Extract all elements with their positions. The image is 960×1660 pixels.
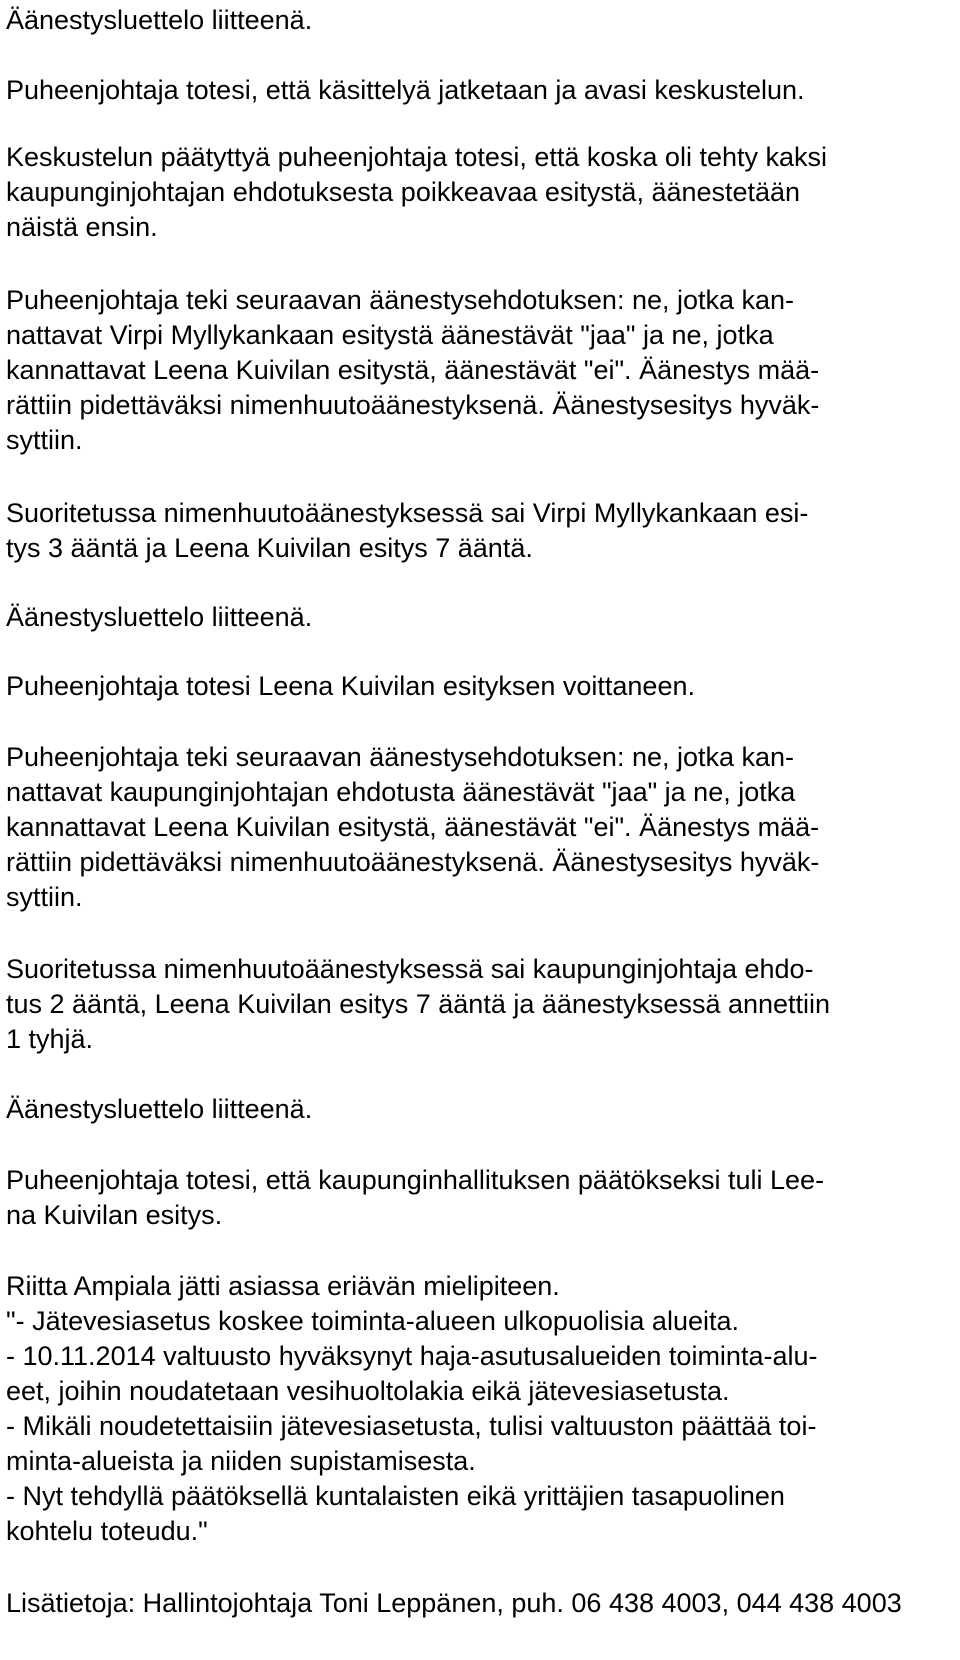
text-line: syttiin. <box>6 425 83 455</box>
text-line: Puheenjohtaja teki seuraavan äänestysehdotuksen: ne, jotka kan- <box>6 742 795 772</box>
text-line: na Kuivilan esitys. <box>6 1200 223 1230</box>
text-line: minta-alueista ja niiden supistamisesta. <box>6 1446 476 1476</box>
text-line: tus 2 ääntä, Leena Kuivilan esitys 7 ääntä ja äänestyksessä annettiin <box>6 989 831 1019</box>
text-line: Riitta Ampiala jätti asiassa eriävän mielipiteen. <box>6 1271 560 1301</box>
text-line: Äänestysluettelo liitteenä. <box>6 1094 313 1124</box>
text-line: nattavat kaupunginjohtajan ehdotusta äänestävät "jaa" ja ne, jotka <box>6 777 796 807</box>
text-line: Suoritetussa nimenhuutoäänestyksessä sai Virpi Myllykankaan esi- <box>6 498 809 528</box>
text-line: rättiin pidettäväksi nimenhuutoäänestyksenä. Äänestysesitys hyväk- <box>6 847 820 877</box>
text-line: Äänestysluettelo liitteenä. <box>6 5 313 35</box>
text-line: "- Jätevesiasetus koskee toiminta-alueen ulkopuolisia alueita. <box>6 1306 739 1336</box>
text-line: - Mikäli noudetettaisiin jätevesiasetusta, tulisi valtuuston päättää toi- <box>6 1411 817 1441</box>
text-line: Äänestysluettelo liitteenä. <box>6 602 313 632</box>
text-line: tys 3 ääntä ja Leena Kuivilan esitys 7 ääntä. <box>6 533 533 563</box>
text-line: Puheenjohtaja totesi, että kaupunginhallituksen päätökseksi tuli Lee- <box>6 1165 825 1195</box>
text-line: kohtelu toteudu." <box>6 1516 208 1546</box>
text-line: kannattavat Leena Kuivilan esitystä, äänestävät "ei". Äänestys mää- <box>6 355 820 385</box>
text-line: nattavat Virpi Myllykankaan esitystä äänestävät "jaa" ja ne, jotka <box>6 320 774 350</box>
text-line: kannattavat Leena Kuivilan esitystä, äänestävät "ei". Äänestys mää- <box>6 812 820 842</box>
text-line: - Nyt tehdyllä päätöksellä kuntalaisten eikä yrittäjien tasapuolinen <box>6 1481 785 1511</box>
contact-info-line: Lisätietoja: Hallintojohtaja Toni Leppänen, puh. 06 438 4003, 044 438 4003 <box>6 1588 902 1618</box>
text-line: Puheenjohtaja totesi, että käsittelyä jatketaan ja avasi keskustelun. <box>6 75 805 105</box>
text-line: - 10.11.2014 valtuusto hyväksynyt haja-asutusalueiden toiminta-alu- <box>6 1341 818 1371</box>
text-line: eet, joihin noudatetaan vesihuoltolakia eikä jätevesiasetusta. <box>6 1376 730 1406</box>
text-line: Puheenjohtaja totesi Leena Kuivilan esityksen voittaneen. <box>6 671 695 701</box>
text-line: Suoritetussa nimenhuutoäänestyksessä sai kaupunginjohtaja ehdo- <box>6 954 814 984</box>
text-line: Puheenjohtaja teki seuraavan äänestysehdotuksen: ne, jotka kan- <box>6 285 795 315</box>
text-line: kaupunginjohtajan ehdotuksesta poikkeavaa esitystä, äänestetään <box>6 177 801 207</box>
text-line: näistä ensin. <box>6 212 158 242</box>
text-line: rättiin pidettäväksi nimenhuutoäänestyksenä. Äänestysesitys hyväk- <box>6 390 820 420</box>
text-line: syttiin. <box>6 882 83 912</box>
text-line: Keskustelun päätyttyä puheenjohtaja totesi, että koska oli tehty kaksi <box>6 142 827 172</box>
text-line: 1 tyhjä. <box>6 1024 94 1054</box>
